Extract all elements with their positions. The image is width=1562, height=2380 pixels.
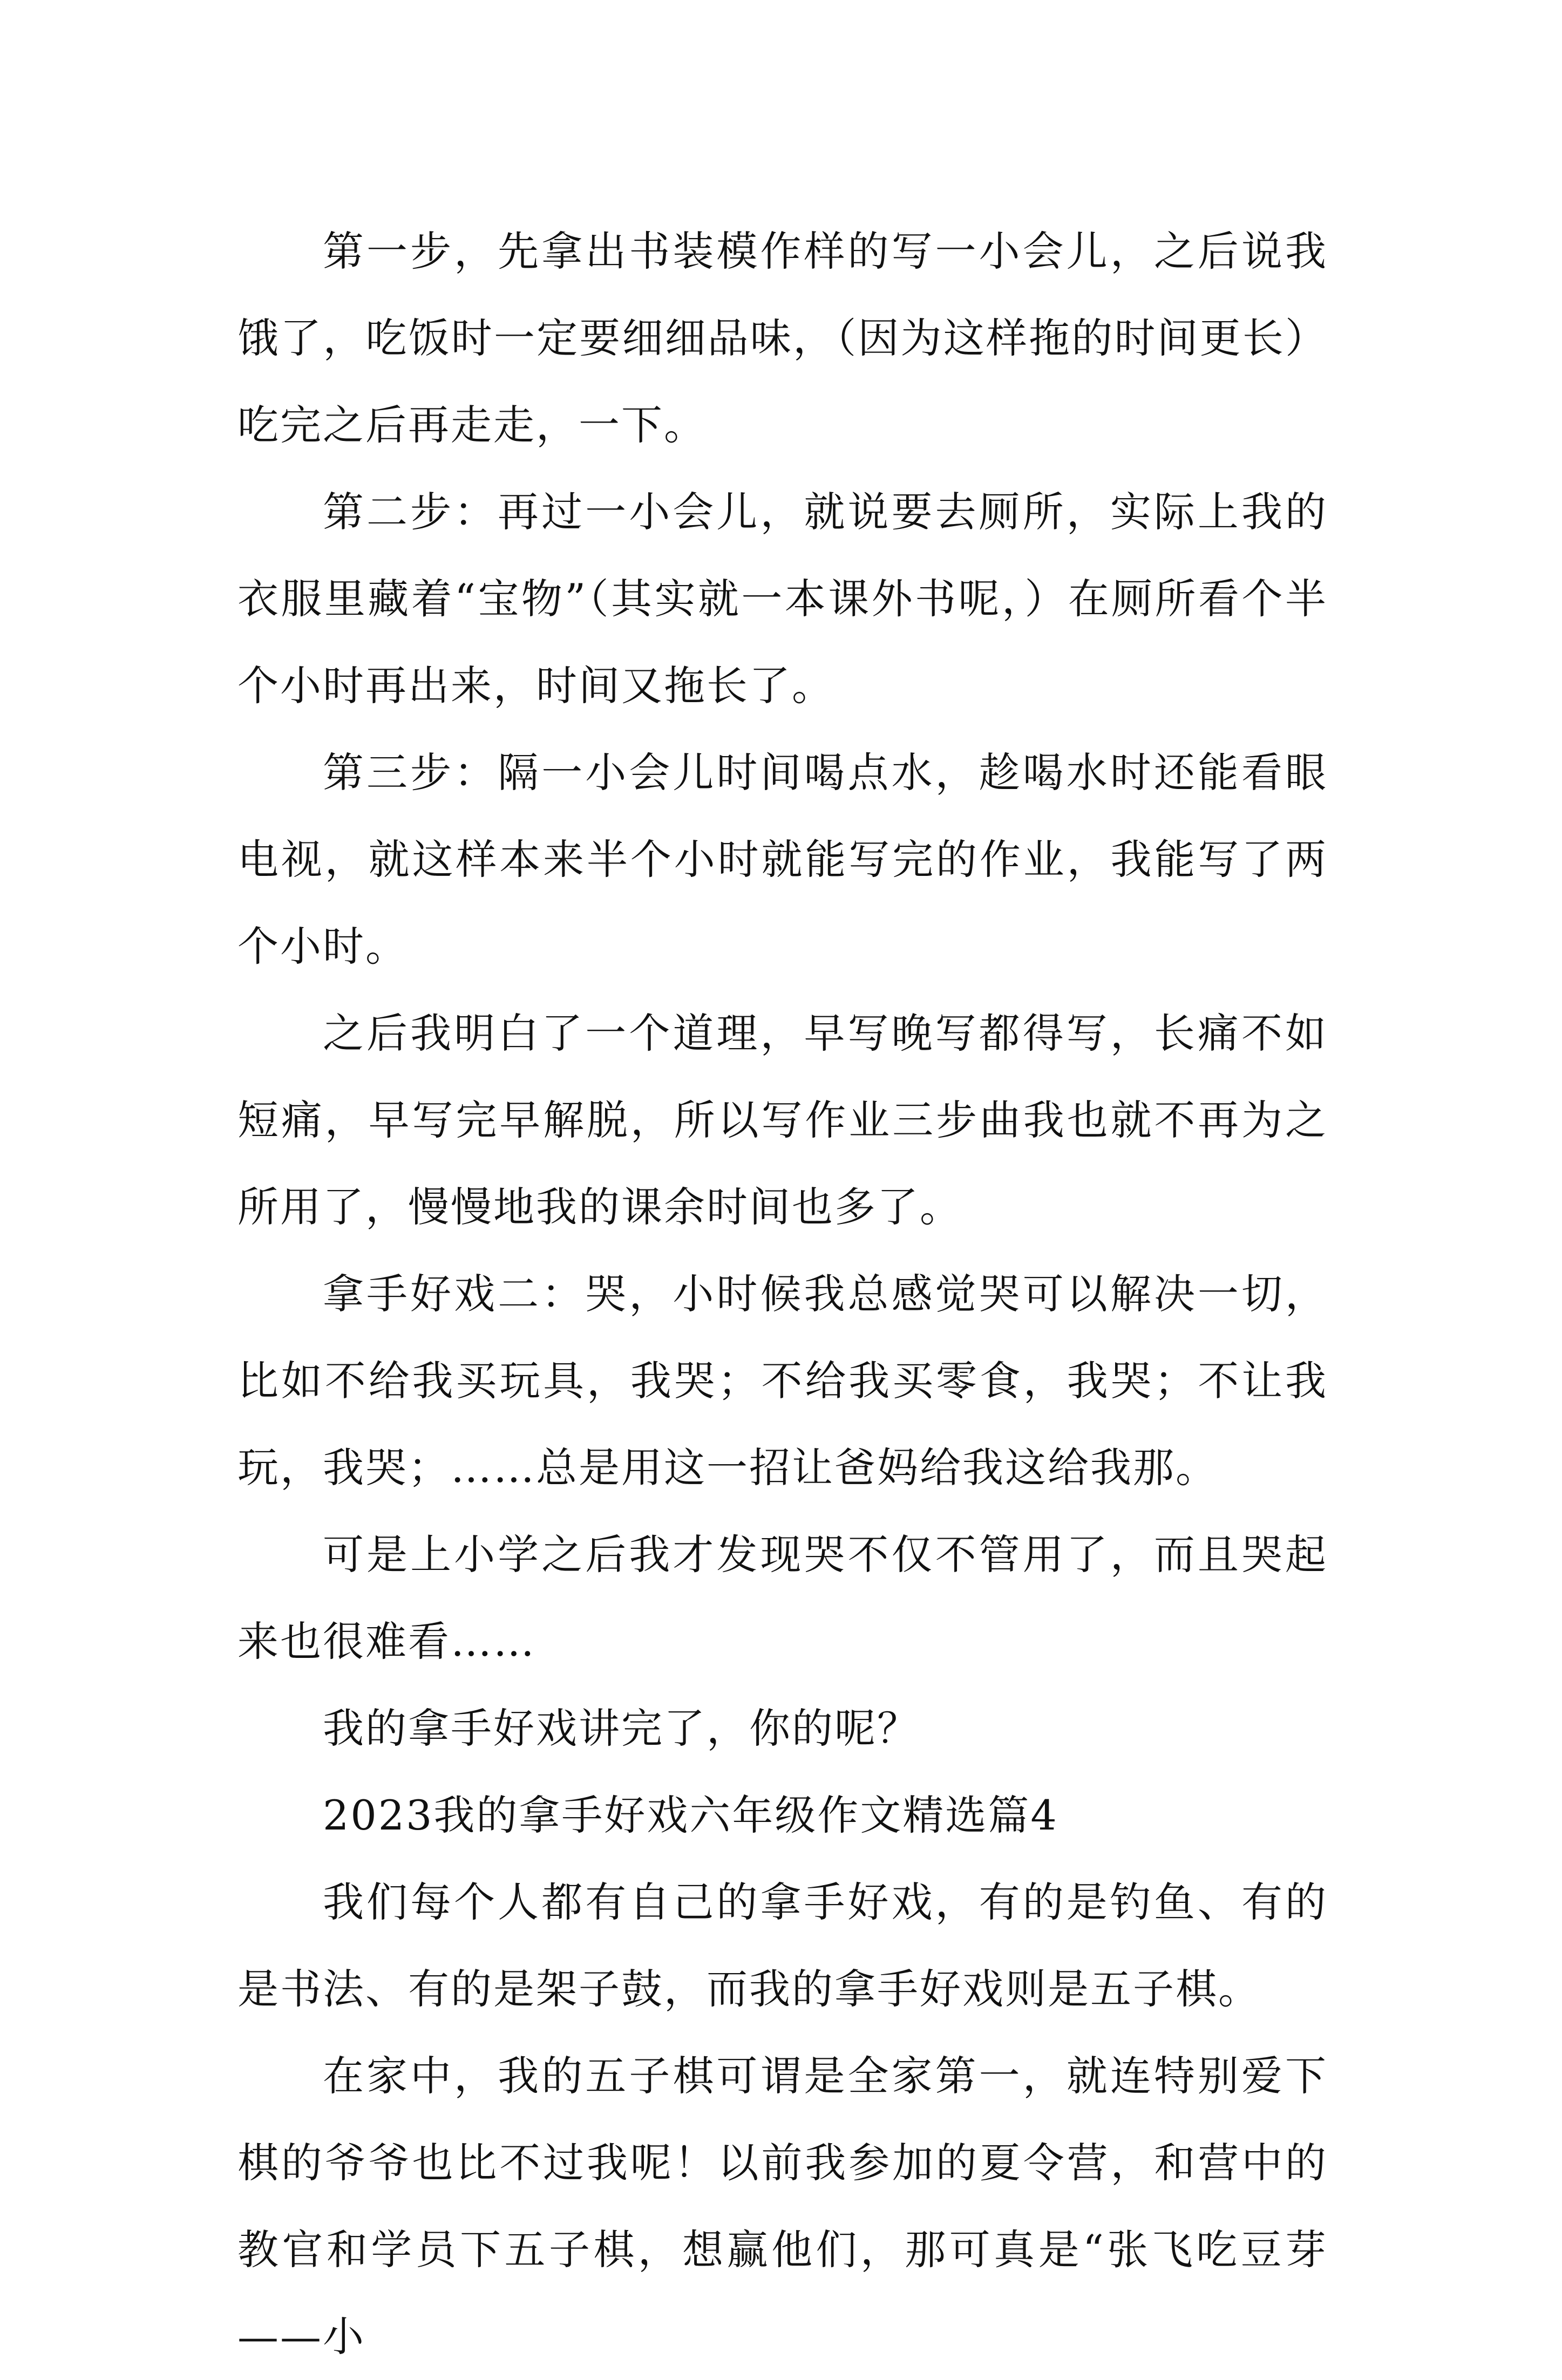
paragraph-gomoku-home: 在家中，我的五子棋可谓是全家第一，就连特别爱下棋的爷爷也比不过我呢！以前我参加的夏令营，和营中的教官和学员下五子棋，想赢他们，那可真是“张飞吃豆芽——小 [237,2052,1328,2361]
paragraph-step-one: 第一步，先拿出书装模作样的写一小会儿，之后说我饿了，吃饭时一定要细细品味，（因为这样拖的时间更长）吃完之后再走走，一下。 [237,227,1328,449]
document-body [237,208,1328,2380]
paragraph-lesson: 之后我明白了一个道理，早写晚写都得写，长痛不如短痛，早写完早解脱，所以写作业三步曲我也就不再为之所用了，慢慢地我的课余时间也多了。 [237,1009,1328,1231]
section-heading: 2023我的拿手好戏六年级作文精选篇4 [323,1791,1058,1839]
paragraph-step-two: 第二步：再过一小会儿，就说要去厕所，实际上我的衣服里藏着“宝物”（其实就一本课外书呢，）在厕所看个半个小时再出来，时间又拖长了。 [237,488,1328,710]
paragraph-step-three: 第三步：隔一小会儿时间喝点水，趁喝水时还能看眼电视，就这样本来半个小时就能写完的作业，我能写了两个小时。 [237,749,1328,970]
paragraph-skill-two: 拿手好戏二：哭，小时候我总感觉哭可以解决一切，比如不给我买玩具，我哭；不给我买零食，我哭；不让我玩，我哭；……总是用这一招让爸妈给我这给我那。 [237,1270,1328,1492]
paragraph-closing-question: 我的拿手好戏讲完了，你的呢？ [323,1704,920,1752]
paragraph-intro-gomoku: 我们每个人都有自己的拿手好戏，有的是钓鱼、有的是书法、有的是架子鼓，而我的拿手好戏则是五子棋。 [237,1878,1328,2013]
paragraph-after-school: 可是上小学之后我才发现哭不仅不管用了，而且哭起来也很难看…… [237,1531,1328,1665]
